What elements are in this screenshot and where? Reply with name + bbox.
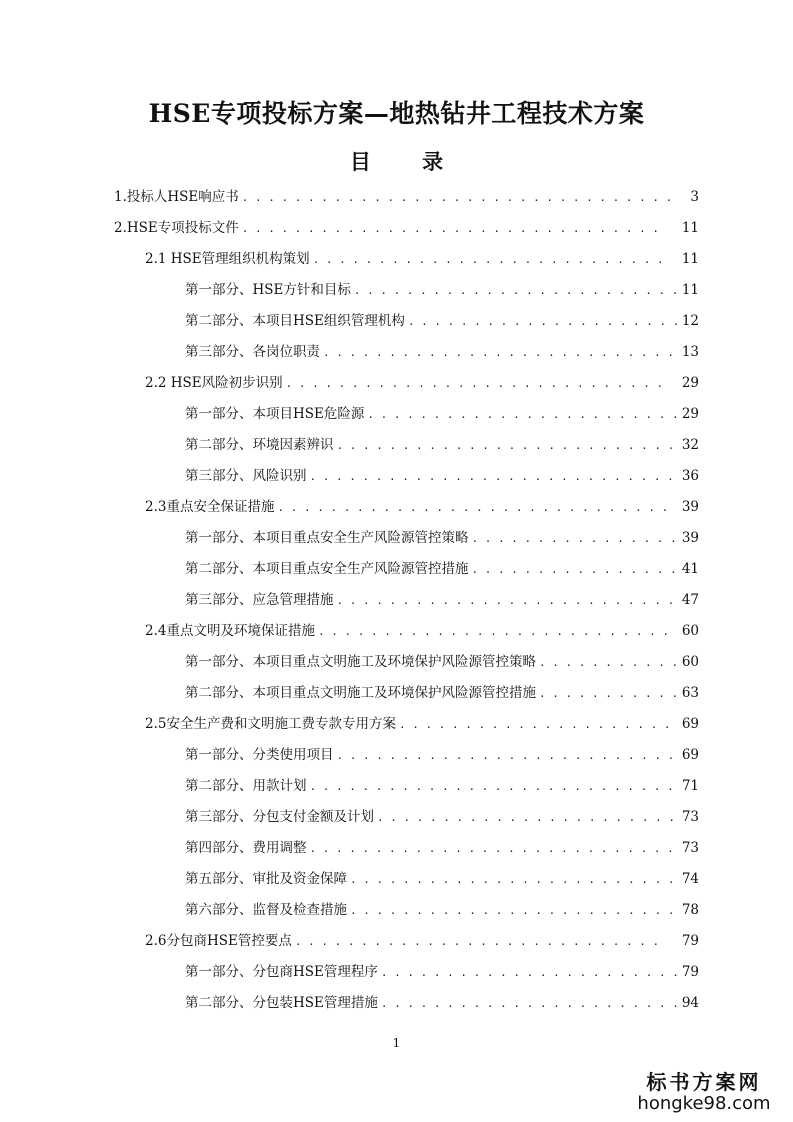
toc-dot-leader bbox=[472, 554, 678, 585]
toc-entry[interactable] bbox=[185, 275, 699, 306]
toc-entry-page: 47 bbox=[681, 592, 699, 608]
toc-entry-page: 63 bbox=[681, 685, 699, 701]
toc-dot-leader bbox=[337, 740, 678, 771]
toc-entry[interactable] bbox=[185, 740, 699, 771]
toc-entry[interactable] bbox=[185, 523, 699, 554]
watermark-url: hongke98.com bbox=[637, 1093, 771, 1114]
toc-entry-page: 60 bbox=[681, 654, 699, 670]
toc-entry-page: 13 bbox=[681, 344, 699, 360]
toc-entry-label: 第四部分、费用调整 bbox=[185, 840, 307, 856]
toc-entry[interactable] bbox=[185, 461, 699, 492]
toc-entry-label: 第一部分、本项目HSE危险源 bbox=[185, 406, 365, 422]
toc-entry[interactable] bbox=[185, 771, 699, 802]
toc-entry[interactable] bbox=[185, 430, 699, 461]
toc-entry-label: 2.5安全生产费和文明施工费专款专用方案 bbox=[145, 716, 396, 732]
toc-dot-leader bbox=[354, 275, 678, 306]
toc-entry-page: 11 bbox=[681, 282, 699, 298]
toc-entry-page: 11 bbox=[681, 251, 699, 267]
toc-entry[interactable] bbox=[185, 957, 699, 988]
toc-dot-leader bbox=[350, 864, 678, 895]
toc-dot-leader bbox=[310, 461, 678, 492]
toc-entry-page: 3 bbox=[690, 189, 699, 205]
toc-dot-leader bbox=[323, 337, 678, 368]
toc-entry-page: 36 bbox=[681, 468, 699, 484]
toc-entry[interactable] bbox=[185, 988, 699, 1019]
toc-entry-page: 12 bbox=[681, 313, 699, 329]
toc-entry-page: 41 bbox=[681, 561, 699, 577]
toc-entry[interactable] bbox=[145, 709, 699, 740]
document-title: HSE专项投标方案—地热钻井工程技术方案 bbox=[148, 99, 645, 128]
page-number: 1 bbox=[392, 1036, 401, 1050]
toc-entry-label: 2.4重点文明及环境保证措施 bbox=[145, 623, 315, 639]
toc-entry-page: 73 bbox=[681, 840, 699, 856]
toc-dot-leader bbox=[399, 709, 668, 740]
toc-dot-leader bbox=[367, 399, 677, 430]
toc-entry-page: 69 bbox=[681, 716, 699, 732]
toc-entry-page: 29 bbox=[681, 375, 699, 391]
toc-entry-page: 79 bbox=[681, 964, 699, 980]
toc-dot-leader bbox=[337, 585, 678, 616]
toc-entry-page: 74 bbox=[681, 871, 699, 887]
toc-entry-label: 第六部分、监督及检查措施 bbox=[185, 902, 347, 918]
toc-dot-leader bbox=[539, 647, 678, 678]
toc-dot-leader bbox=[310, 771, 678, 802]
toc-entry-page: 32 bbox=[681, 437, 699, 453]
toc-entry-label: 1.投标人HSE响应书 bbox=[114, 189, 239, 205]
toc-entry[interactable] bbox=[145, 616, 699, 647]
toc-dot-leader bbox=[408, 306, 678, 337]
toc-entry[interactable] bbox=[185, 802, 699, 833]
toc-entry[interactable] bbox=[185, 554, 699, 585]
toc-entry-label: 第一部分、分包商HSE管理程序 bbox=[185, 964, 378, 980]
toc-entry[interactable] bbox=[145, 492, 699, 523]
toc-entry-label: 第三部分、分包支付金额及计划 bbox=[185, 809, 374, 825]
toc-entry-label: 第一部分、HSE方针和目标 bbox=[185, 282, 351, 298]
toc-entry-page: 79 bbox=[681, 933, 699, 949]
toc-entry-page: 69 bbox=[681, 747, 699, 763]
toc-entry-label: 第二部分、分包装HSE管理措施 bbox=[185, 995, 378, 1011]
toc-entry-label: 2.6分包商HSE管控要点 bbox=[145, 933, 292, 949]
toc-dot-leader bbox=[313, 244, 668, 275]
toc-entry[interactable] bbox=[185, 399, 699, 430]
toc-entry-page: 71 bbox=[681, 778, 699, 794]
toc-entry-label: 2.3重点安全保证措施 bbox=[145, 499, 275, 515]
watermark-logo bbox=[629, 1066, 779, 1114]
toc-entry[interactable] bbox=[185, 306, 699, 337]
toc-entry-page: 29 bbox=[681, 406, 699, 422]
toc-entry[interactable] bbox=[145, 368, 699, 399]
toc-entry[interactable] bbox=[114, 182, 699, 213]
toc-entry-label: 2.2 HSE风险初步识别 bbox=[145, 375, 283, 391]
toc-dot-leader bbox=[350, 895, 678, 926]
toc-entry[interactable] bbox=[145, 244, 699, 275]
toc-entry[interactable] bbox=[185, 895, 699, 926]
toc-entry-label: 第一部分、本项目重点文明施工及环境保护风险源管控策略 bbox=[185, 654, 536, 670]
toc-entry-page: 94 bbox=[681, 995, 699, 1011]
toc-dot-leader bbox=[242, 182, 677, 213]
toc-heading: 目 录 bbox=[349, 149, 466, 174]
toc-entry-page: 60 bbox=[681, 623, 699, 639]
toc-entry-label: 第二部分、本项目重点文明施工及环境保护风险源管控措施 bbox=[185, 685, 536, 701]
watermark-site-name: 标书方案网 bbox=[646, 1070, 762, 1094]
toc-dot-leader bbox=[539, 678, 678, 709]
toc-entry-label: 第二部分、环境因素辨识 bbox=[185, 437, 334, 453]
toc-dot-leader bbox=[242, 213, 668, 244]
toc-entry[interactable] bbox=[114, 213, 699, 244]
toc-dot-leader bbox=[337, 430, 678, 461]
toc-dot-leader bbox=[286, 368, 668, 399]
toc-dot-leader bbox=[381, 957, 678, 988]
toc-dot-leader bbox=[381, 988, 678, 1019]
toc-entry[interactable] bbox=[185, 647, 699, 678]
toc-entry[interactable] bbox=[185, 337, 699, 368]
toc-entry-label: 第三部分、风险识别 bbox=[185, 468, 307, 484]
toc-entry-page: 39 bbox=[681, 530, 699, 546]
toc-entry-label: 第三部分、应急管理措施 bbox=[185, 592, 334, 608]
toc-dot-leader bbox=[310, 833, 678, 864]
toc-dot-leader bbox=[318, 616, 668, 647]
toc-entry-label: 第二部分、用款计划 bbox=[185, 778, 307, 794]
toc-entry-page: 78 bbox=[681, 902, 699, 918]
toc-entry-label: 第一部分、本项目重点安全生产风险源管控策略 bbox=[185, 530, 469, 546]
toc-entry[interactable] bbox=[145, 926, 699, 957]
toc-entry-label: 第五部分、审批及资金保障 bbox=[185, 871, 347, 887]
toc-dot-leader bbox=[377, 802, 678, 833]
toc-entry-page: 39 bbox=[681, 499, 699, 515]
toc-entry[interactable] bbox=[185, 864, 699, 895]
toc-entry-label: 第二部分、本项目重点安全生产风险源管控措施 bbox=[185, 561, 469, 577]
toc-entry-label: 2.HSE专项投标文件 bbox=[114, 220, 239, 236]
toc-entry-label: 2.1 HSE管理组织机构策划 bbox=[145, 251, 310, 267]
toc-entry[interactable] bbox=[185, 678, 699, 709]
toc-entry-label: 第一部分、分类使用项目 bbox=[185, 747, 334, 763]
toc-entry-label: 第二部分、本项目HSE组织管理机构 bbox=[185, 313, 405, 329]
toc-entry[interactable] bbox=[185, 585, 699, 616]
toc-entry[interactable] bbox=[185, 833, 699, 864]
toc-dot-leader bbox=[472, 523, 678, 554]
toc-entry-page: 11 bbox=[681, 220, 699, 236]
toc-entry-label: 第三部分、各岗位职责 bbox=[185, 344, 320, 360]
toc-entry-page: 73 bbox=[681, 809, 699, 825]
toc-dot-leader bbox=[277, 492, 667, 523]
toc-dot-leader bbox=[295, 926, 668, 957]
